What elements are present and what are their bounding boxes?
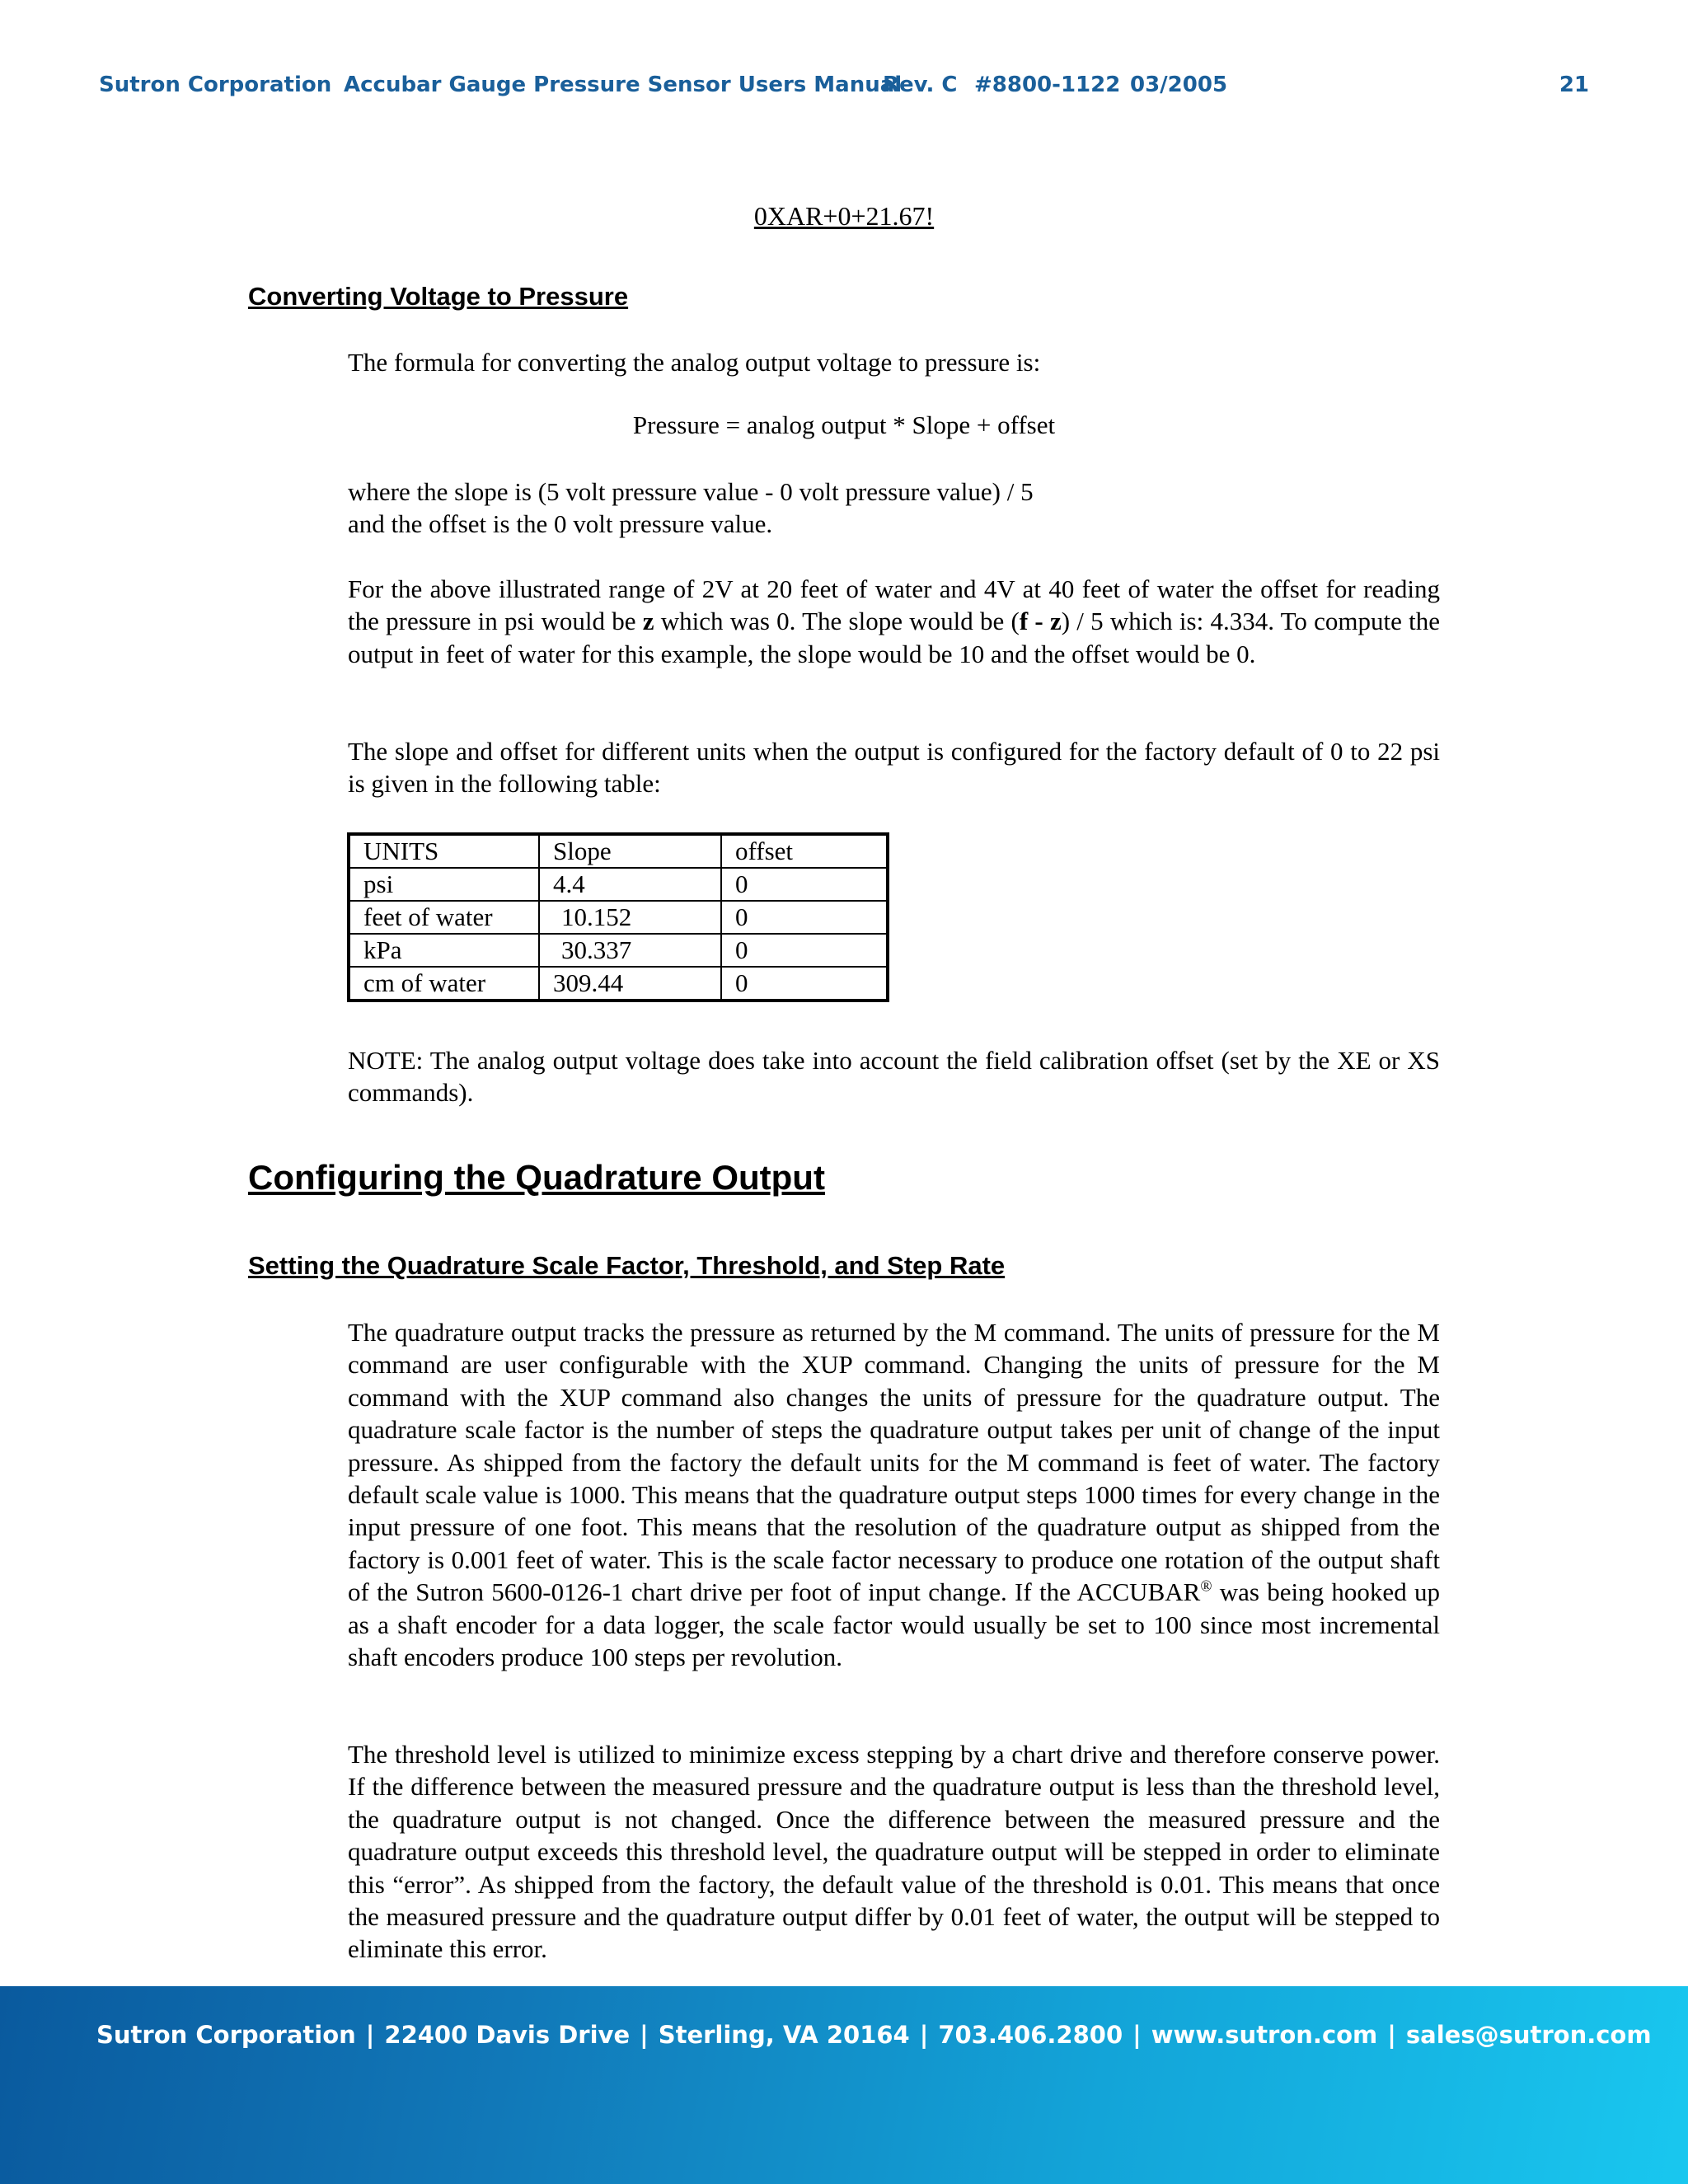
footer-company: Sutron Corporation [96, 2021, 356, 2049]
table-cell: feet of water [349, 901, 539, 934]
slope-definition [348, 476, 1440, 541]
table-cell: 10.152 [539, 901, 721, 934]
page-number: 21 [1559, 73, 1589, 97]
footer-separator: | [919, 2021, 929, 2049]
example-text-3: ) / 5 which is: 4.334. To compute the output in feet of water for this example, the slope would be 10 and the offset would be 0. [348, 607, 1441, 668]
example-text-2: which was 0. The slope would be ( [654, 607, 1020, 636]
slope-definition-line2: and the offset is the 0 volt pressure value. [348, 509, 773, 539]
table-header-row [349, 834, 888, 868]
table-intro: The slope and offset for different units when the output is configured for the factory default of 0 to 22 psi is given in the following table: [348, 737, 1440, 799]
page-footer [0, 1986, 1688, 2184]
section-heading-quadrature: Configuring the Quadrature Output [248, 1158, 825, 1197]
table-row [349, 868, 888, 901]
example-text-1: For the above illustrated range of 2V at 20 feet of water and 4V at 40 feet of water the offset for reading the pressure in psi would be [348, 574, 1440, 636]
section-heading-converting: Converting Voltage to Pressure [248, 282, 629, 311]
table-header-cell: Slope [539, 834, 721, 868]
units-table [347, 832, 889, 1002]
slope-definition-line1: where the slope is (5 volt pressure value - 0 volt pressure value) / 5 [348, 477, 1034, 506]
footer-separator: | [640, 2021, 649, 2049]
note-paragraph: NOTE: The analog output voltage does take into account the field calibration offset (set by the XE or XS commands). [348, 1046, 1440, 1108]
footer-contact-line [96, 2021, 1652, 2049]
table-cell: psi [349, 868, 539, 901]
example-paragraph [348, 573, 1440, 670]
quadrature-paragraph-2: The threshold level is utilized to minimize excess stepping by a chart drive and therefore conserve power. If the difference between the measured pressure and the quadrature output is less than the threshold level, the quadrature output is not changed. Once the difference between the measured pressure and the quadrature output exceeds this threshold level, the quadrature output will be stepped in order to eliminate this “error”. As shipped from the factory, the default value of the threshold is 0.01. This means that once the measured pressure and the quadrature output differ by 0.01 feet of water, the output will be stepped to eliminate this error. [348, 1740, 1440, 1964]
table-cell: 309.44 [539, 967, 721, 1001]
table-cell: 0 [721, 967, 888, 1001]
header-doc-number: #8800-1122 [974, 73, 1121, 97]
footer-city: Sterling, VA 20164 [658, 2021, 910, 2049]
table-header-cell: UNITS [349, 834, 539, 868]
formula: Pressure = analog output * Slope + offset [632, 410, 1056, 439]
quadrature-text-1: The quadrature output tracks the pressure as returned by the M command. The units of pressure for the M command are user configurable with the XUP command. Changing the units of pressure for the M command with the XUP command also changes the units of pressure for the quadrature output. The quadrature scale factor is the number of steps the quadrature output takes per unit of change of the input pressure. As shipped from the factory the default units for the M command is feet of water. The factory default scale value is 1000. This means that the quadrature output steps 1000 times for every change in the input pressure of one foot. This means that the resolution of the quadrature output as shipped from the factory is 0.001 feet of water. This is the scale factor necessary to produce one rotation of the output shaft of the Sutron 5600-0126-1 chart drive per foot of input change. If the ACCUBAR [348, 1318, 1440, 1607]
table-cell: cm of water [349, 967, 539, 1001]
example-bold-fz: f - z [1019, 607, 1062, 636]
table-cell: kPa [349, 934, 539, 967]
header-rev: Rev. C [883, 73, 958, 97]
table-row [349, 967, 888, 1001]
header-date: 03/2005 [1130, 73, 1228, 97]
command-example: 0XAR+0+21.67! [753, 201, 935, 231]
table-row [349, 901, 888, 934]
subheading-scale-factor: Setting the Quadrature Scale Factor, Threshold, and Step Rate [248, 1251, 1006, 1280]
quadrature-paragraph-1 [348, 1316, 1440, 1673]
footer-email[interactable]: sales@sutron.com [1405, 2021, 1652, 2049]
table-cell: 30.337 [539, 934, 721, 967]
footer-website[interactable]: www.sutron.com [1151, 2021, 1378, 2049]
footer-address: 22400 Davis Drive [384, 2021, 631, 2049]
footer-separator: | [1132, 2021, 1142, 2049]
formula-intro: The formula for converting the analog output voltage to pressure is: [348, 348, 1041, 377]
table-header-cell: offset [721, 834, 888, 868]
footer-separator: | [1387, 2021, 1396, 2049]
footer-phone: 703.406.2800 [938, 2021, 1123, 2049]
example-bold-z: z [642, 607, 654, 636]
header-company: Sutron Corporation [99, 73, 332, 97]
header-title: Accubar Gauge Pressure Sensor Users Manual [344, 73, 903, 97]
table-cell: 4.4 [539, 868, 721, 901]
table-row [349, 934, 888, 967]
page-header [99, 73, 1589, 105]
footer-separator: | [365, 2021, 375, 2049]
registered-mark: ® [1200, 1577, 1212, 1596]
table-cell: 0 [721, 901, 888, 934]
quadrature-text-2: was being hooked up as a shaft encoder for a data logger, the scale factor would usually be set to 100 since most incremental shaft encoders produce 100 steps per revolution. [348, 1577, 1440, 1672]
table-cell: 0 [721, 868, 888, 901]
table-cell: 0 [721, 934, 888, 967]
